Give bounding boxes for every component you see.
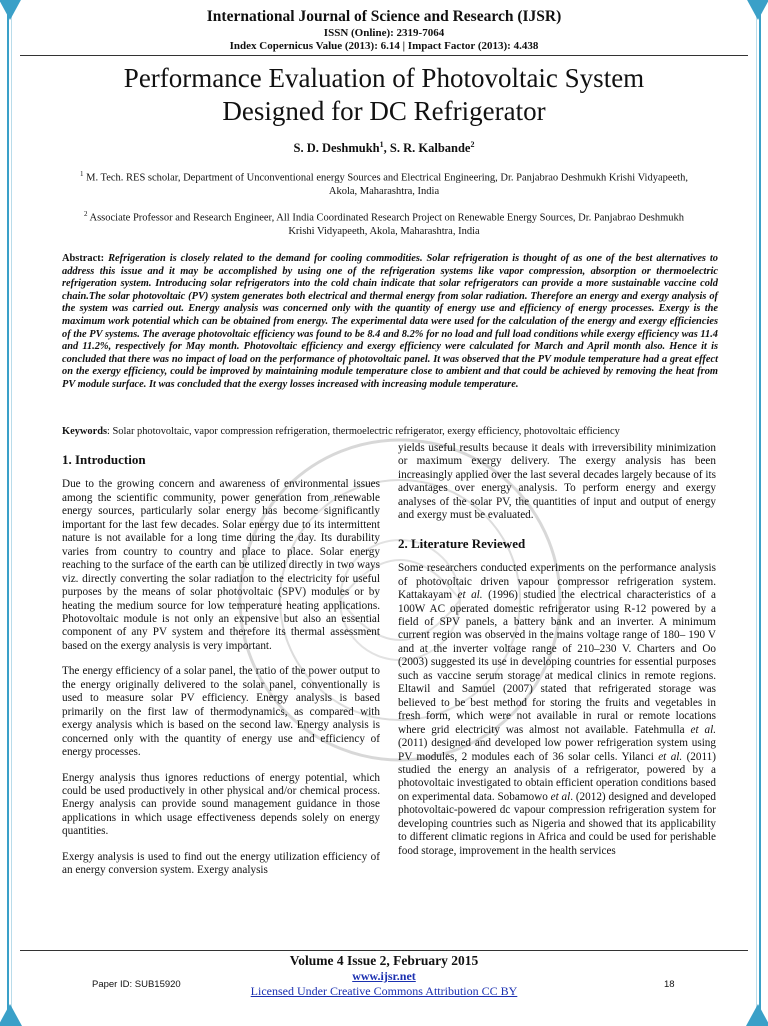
lit-etal-1: et al. xyxy=(457,589,483,602)
intro-paragraph-4: Exergy analysis is used to find out the energy utilization efficiency of an energy conversion system. Exergy analysis xyxy=(62,850,380,877)
introduction-heading: 1. Introduction xyxy=(62,452,146,467)
license-link[interactable]: Licensed Under Creative Commons Attribution CC BY xyxy=(250,984,518,998)
intro-paragraph-1: Due to the growing concern and awareness of environmental issues among the scientific community, power generation from renewable energy sources, particularly solar energy has become significantly important for the last few decades. Solar energy due to its intermittent nature is not available for a long time during the day. Its durability varies from country to country and place to place. Solar energy reaching to the surface of the earth can be utilized directly in two ways viz. directly converting the solar radiation to the electricity for useful purposes by the means of solar photovoltaic (SPV) modules or by heating the medium source for low temperature heating applications. Photovoltaic module is not only an expensive but also an essential component of any PV system and therefore its thermal assessment based on the exergy analysis is very important. xyxy=(62,478,380,652)
keywords xyxy=(62,426,732,437)
lit-seg-1: Some researchers conducted experiments on the performance analysis of photovoltaic driven vapour compressor refrigeration system. Kattakayam xyxy=(398,562,716,602)
page-number: 18 xyxy=(664,979,675,990)
paper-title xyxy=(40,62,728,128)
author-2-sup: 2 xyxy=(470,140,475,149)
literature-heading: 2. Literature Reviewed xyxy=(398,535,526,551)
volume-issue: Volume 4 Issue 2, February 2015 xyxy=(289,953,479,968)
lit-etal-4: et al xyxy=(550,790,571,803)
affiliation-2 xyxy=(70,208,698,238)
affiliation-1-sup: 1 xyxy=(80,170,84,178)
corner-ornament-bottom-right xyxy=(746,1004,768,1026)
footer-rule xyxy=(20,950,748,951)
keywords-text: : Solar photovoltaic, vapor compression refrigeration, thermoelectric refrigerator, exergy efficiency, photovoltaic efficiency xyxy=(107,426,620,437)
intro-paragraph-5: yields useful results because it deals with irreversibility minimization or maximum exergy delivery. The exergy analysis has been increasingly applied over the last several decades largely because of its advantages over energy analysis. To perform energy and exergy analyses of the solar PV, the quantities of input and output of energy and exergy must be evaluated. xyxy=(398,442,716,522)
left-column xyxy=(62,453,380,890)
keywords-label: Keywords xyxy=(62,426,108,437)
header-rule xyxy=(20,55,748,56)
lit-etal-3: et al. xyxy=(658,750,683,763)
affiliation-1-text: M. Tech. RES scholar, Department of Unconventional energy Sources and Electrical Engineering, Dr. Panjabrao Deshmukh Krishi Vidyapeeth, Akola, Maharashtra, India xyxy=(83,172,688,197)
paper-title-line2: Designed for DC Refrigerator xyxy=(222,96,546,126)
issn: ISSN (Online): 2319-7064 xyxy=(323,27,445,39)
lit-seg-2: (1996) studied the electrical characteristics of a 100W AC operated domestic refrigerator using R-12 powered by a field of SPV panels, a battery bank and an inverter. A minimum current region was observed in the mains voltage range of 180– 190 V and at the inverter voltage range of 210–230 V. Charters and Oo (2003) suggested its use in developing countries for essential purposes such as vaccine serum storage at medical clinics in remote regions. Eltawil and Samuel (2007) stated that refrigerated storage was believed to be best method for storing the fruits and vegetables in fresh form, which were not available in rural or remote locations where grid electricity was almost not available. Fatehmulla xyxy=(398,589,716,736)
lit-seg-3: (2011) designed and developed low power refrigeration system using PV modules, 2 modules each of 36 solar cells. Yilanci xyxy=(398,737,716,763)
author-1: S. D. Deshmukh xyxy=(293,141,380,156)
affiliation-2-sup: 2 xyxy=(83,210,88,218)
corner-ornament-bottom-left xyxy=(0,1004,22,1026)
author-1-sup: 1 xyxy=(379,140,384,149)
affiliation-1 xyxy=(70,168,698,198)
journal-name: International Journal of Science and Research (IJSR) xyxy=(206,8,562,25)
abstract-label: Abstract: xyxy=(62,253,105,264)
author-2: S. R. Kalbande xyxy=(389,141,471,156)
lit-seg-4: (2011) studied the energy an analysis of a refrigerator, powered by a photovoltaic investigated to obtain efficient operation conditions based on experimental data. Sobamowo xyxy=(398,750,716,803)
journal-url-link[interactable]: www.ijsr.net xyxy=(352,969,416,983)
lit-etal-2: et al. xyxy=(690,723,716,736)
intro-paragraph-2: The energy efficiency of a solar panel, the ratio of the power output to the energy originally delivered to the solar panel, conventionally is used to measure solar PV efficiency. Energy analysis is based primarily on the first law of thermodynamics, as compared with exergy analysis which is based on the second law. Energy analysis is concerned only with the quantity of energy use and efficiency of energy processes. xyxy=(62,665,380,759)
author-separator: , xyxy=(383,141,390,156)
paper-title-line1: Performance Evaluation of Photovoltaic System xyxy=(123,63,645,93)
paper-id: Paper ID: SUB15920 xyxy=(92,979,181,990)
authors xyxy=(0,140,768,156)
right-column xyxy=(398,442,716,870)
affiliation-2-text: Associate Professor and Research Engineer, All India Coordinated Research Project on Renewable Energy Sources, Dr. Panjabrao Deshmukh Krishi Vidyapeeth, Akola, Maharashtra, India xyxy=(87,212,685,237)
abstract-text: Refrigeration is closely related to the demand for cooling commodities. Solar refrigeration is thought of as one of the best alternatives to address this issue and it may be accomplished by using one of the refrigeration systems like vapor compression, absorption or thermoelectric refrigeration system. Introducing solar refrigerators into the cold chain indicate that solar refrigerators can provide a more sustainable vaccine cold chain.The solar photovoltaic (PV) system generates both electrical and thermal energy from solar radiation. Therefore an energy and exergy analysis of the system was carried out. Energy analysis was concerned only with the quantity of energy use and efficiency of energy processes. Exergy is the maximum work potential which can be obtained from energy. The experimental data were used for the calculation of the energy and exergy efficiencies of the PV systems. The average photovoltaic efficiency was found to be 8.4 and 8.2% for no load and full load conditions while exergy efficiency was 11.4 and 11.2%, respectively for May month. Photovoltaic efficiency and exergy efficiency were calculated for March and April month also. Hence it is concluded that there was no impact of load on the performance of photovoltaic panel. It was observed that the PV module temperature had a great effect on the exergy efficiency, could be improved by maintaining module temperature close to ambient and that could be achieved by removing the heat from PV module surface. It was concluded that the exergy losses increased with increasing module temperature. xyxy=(62,253,718,390)
literature-paragraph xyxy=(398,562,716,858)
abstract xyxy=(62,253,718,392)
intro-paragraph-3: Energy analysis thus ignores reductions of energy potential, which could be used productively in other physical and/or chemical process. Energy analysis can provide sound management guidance in those applications in which usage effectiveness depends solely on energy quantities. xyxy=(62,771,380,838)
index-copernicus: Index Copernicus Value (2013): 6.14 | Impact Factor (2013): 4.438 xyxy=(229,40,539,52)
lit-seg-5: . (2012) designed and developed photovoltaic-powered dc vapour compression refrigeration system for developing countries such as Nigeria and showed that its applicability to different climatic regions in Africa and could be used for perishable food storage, improvement in the health services xyxy=(398,790,716,857)
